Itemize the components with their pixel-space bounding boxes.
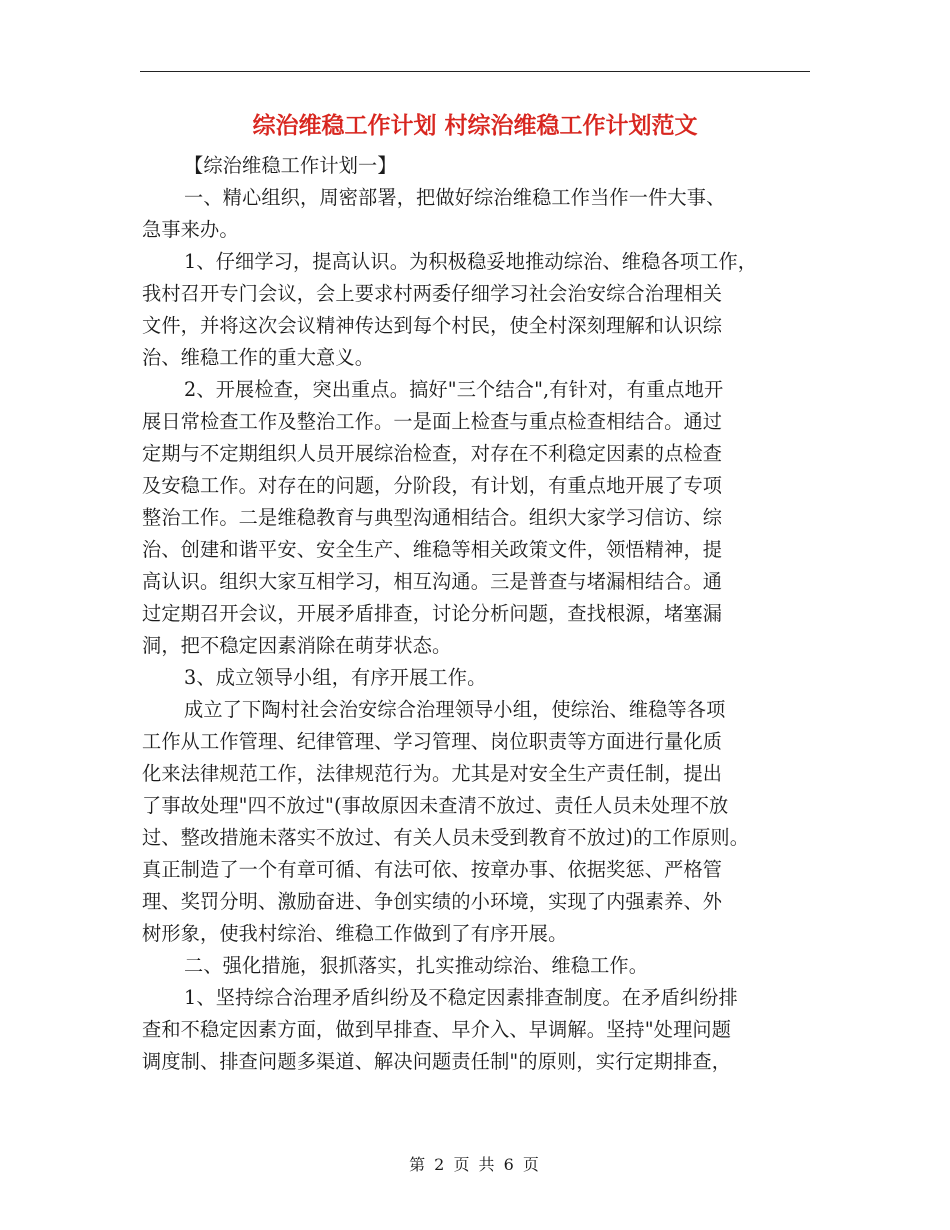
text-line: 3、成立领导小组，有序开展工作。 [184, 666, 487, 689]
text-line: 过定期召开会议，开展矛盾排查，讨论分析问题，查找根源，堵塞漏 [142, 602, 723, 625]
text-line: 治、创建和谐平安、安全生产、维稳等相关政策文件，领悟精神，提 [142, 538, 723, 561]
text-line: 急事来办。 [142, 218, 239, 241]
text-line: 了事故处理"四不放过"(事故原因未查清不放过、责任人员未处理不放 [142, 794, 729, 817]
text-line: 我村召开专门会议，会上要求村两委仔细学习社会治安综合治理相关 [142, 282, 723, 305]
text-line: 2、开展检查，突出重点。搞好"三个结合",有针对，有重点地开 [184, 378, 724, 401]
text-line: 1、仔细学习，提高认识。为积极稳妥地推动综治、维稳各项工作， [184, 250, 758, 273]
document-title: 综治维稳工作计划 村综治维稳工作计划范文 [252, 112, 698, 139]
text-line: 【综治维稳工作计划一】 [184, 154, 397, 177]
page-footer: 第 2 页 共 6 页 [409, 1155, 541, 1174]
text-line: 调度制、排查问题多渠道、解决问题责任制"的原则，实行定期排查， [142, 1050, 732, 1073]
document-body [142, 150, 808, 1078]
text-line: 树形象，使我村综治、维稳工作做到了有序开展。 [142, 922, 568, 945]
text-line: 一、精心组织，周密部署，把做好综治维稳工作当作一件大事、 [184, 186, 726, 209]
text-line: 二、强化措施，狠抓落实，扎实推动综治、维稳工作。 [184, 954, 649, 977]
text-line: 定期与不定期组织人员开展综治检查，对存在不利稳定因素的点检查 [142, 442, 723, 465]
text-line: 治、维稳工作的重大意义。 [142, 346, 375, 369]
text-line: 工作从工作管理、纪律管理、学习管理、岗位职责等方面进行量化质 [142, 730, 723, 753]
text-line: 1、坚持综合治理矛盾纠纷及不稳定因素排查制度。在矛盾纠纷排 [184, 986, 738, 1009]
text-line: 查和不稳定因素方面，做到早排查、早介入、早调解。坚持"处理问题 [142, 1018, 732, 1041]
text-line: 文件，并将这次会议精神传达到每个村民，使全村深刻理解和认识综 [142, 314, 723, 337]
text-line: 过、整改措施未落实不放过、有关人员未受到教育不放过)的工作原则。 [142, 826, 750, 849]
text-line: 高认识。组织大家互相学习，相互沟通。三是普查与堵漏相结合。通 [142, 570, 723, 593]
text-line: 展日常检查工作及整治工作。一是面上检查与重点检查相结合。通过 [142, 410, 723, 433]
text-line: 化来法律规范工作，法律规范行为。尤其是对安全生产责任制，提出 [142, 762, 723, 785]
text-line: 及安稳工作。对存在的问题，分阶段，有计划，有重点地开展了专项 [142, 474, 723, 497]
text-line: 洞，把不稳定因素消除在萌芽状态。 [142, 634, 452, 657]
text-line: 成立了下陶村社会治安综合治理领导小组，使综治、维稳等各项 [184, 698, 726, 721]
text-line: 真正制造了一个有章可循、有法可依、按章办事、依据奖惩、严格管 [142, 858, 723, 881]
header-rule [140, 71, 810, 72]
text-line: 整治工作。二是维稳教育与典型沟通相结合。组织大家学习信访、综 [142, 506, 723, 529]
text-line: 理、奖罚分明、激励奋进、争创实绩的小环境，实现了内强素养、外 [142, 890, 723, 913]
